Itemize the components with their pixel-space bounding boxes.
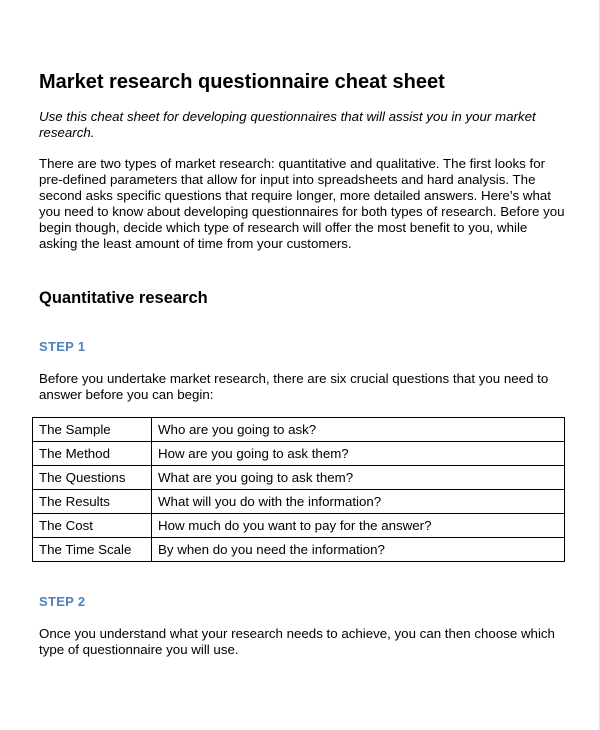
table-row <box>33 514 565 538</box>
intro-paragraph: Use this cheat sheet for developing questionnaires that will assist you in your market research. <box>39 109 536 140</box>
table-cell-topic: The Time Scale <box>33 538 152 562</box>
questions-table <box>32 417 565 562</box>
table-row <box>33 490 565 514</box>
step-1-paragraph: Before you undertake market research, there are six crucial questions that you need to answer before you can begin: <box>39 371 549 402</box>
document-title: Market research questionnaire cheat sheet <box>39 71 445 93</box>
section-heading-quantitative: Quantitative research <box>39 289 208 307</box>
table-cell-topic: The Results <box>33 490 152 514</box>
table-row <box>33 418 565 442</box>
table-cell-question: How much do you want to pay for the answer? <box>152 514 565 538</box>
table-row <box>33 538 565 562</box>
table-row <box>33 442 565 466</box>
step-2-heading: STEP 2 <box>39 594 86 609</box>
step-1-heading: STEP 1 <box>39 339 86 354</box>
table-cell-question: By when do you need the information? <box>152 538 565 562</box>
overview-paragraph: There are two types of market research: quantitative and qualitative. The first looks for pre-defined parameters that allow for input into spreadsheets and hard analysis. The second asks specific questions that require longer, more detailed answers. Here’s what you need to know about developing questionnaires for both types of research. Before you begin though, decide which type of research will offer the most benefit to you, while asking the least amount of time from your customers. <box>39 156 565 251</box>
table-cell-topic: The Sample <box>33 418 152 442</box>
table-cell-question: Who are you going to ask? <box>152 418 565 442</box>
table-cell-topic: The Questions <box>33 466 152 490</box>
table-row <box>33 466 565 490</box>
table-cell-question: What are you going to ask them? <box>152 466 565 490</box>
table-cell-topic: The Method <box>33 442 152 466</box>
table-cell-question: What will you do with the information? <box>152 490 565 514</box>
table-cell-question: How are you going to ask them? <box>152 442 565 466</box>
table-cell-topic: The Cost <box>33 514 152 538</box>
step-2-paragraph: Once you understand what your research needs to achieve, you can then choose which type of questionnaire you will use. <box>39 626 555 657</box>
